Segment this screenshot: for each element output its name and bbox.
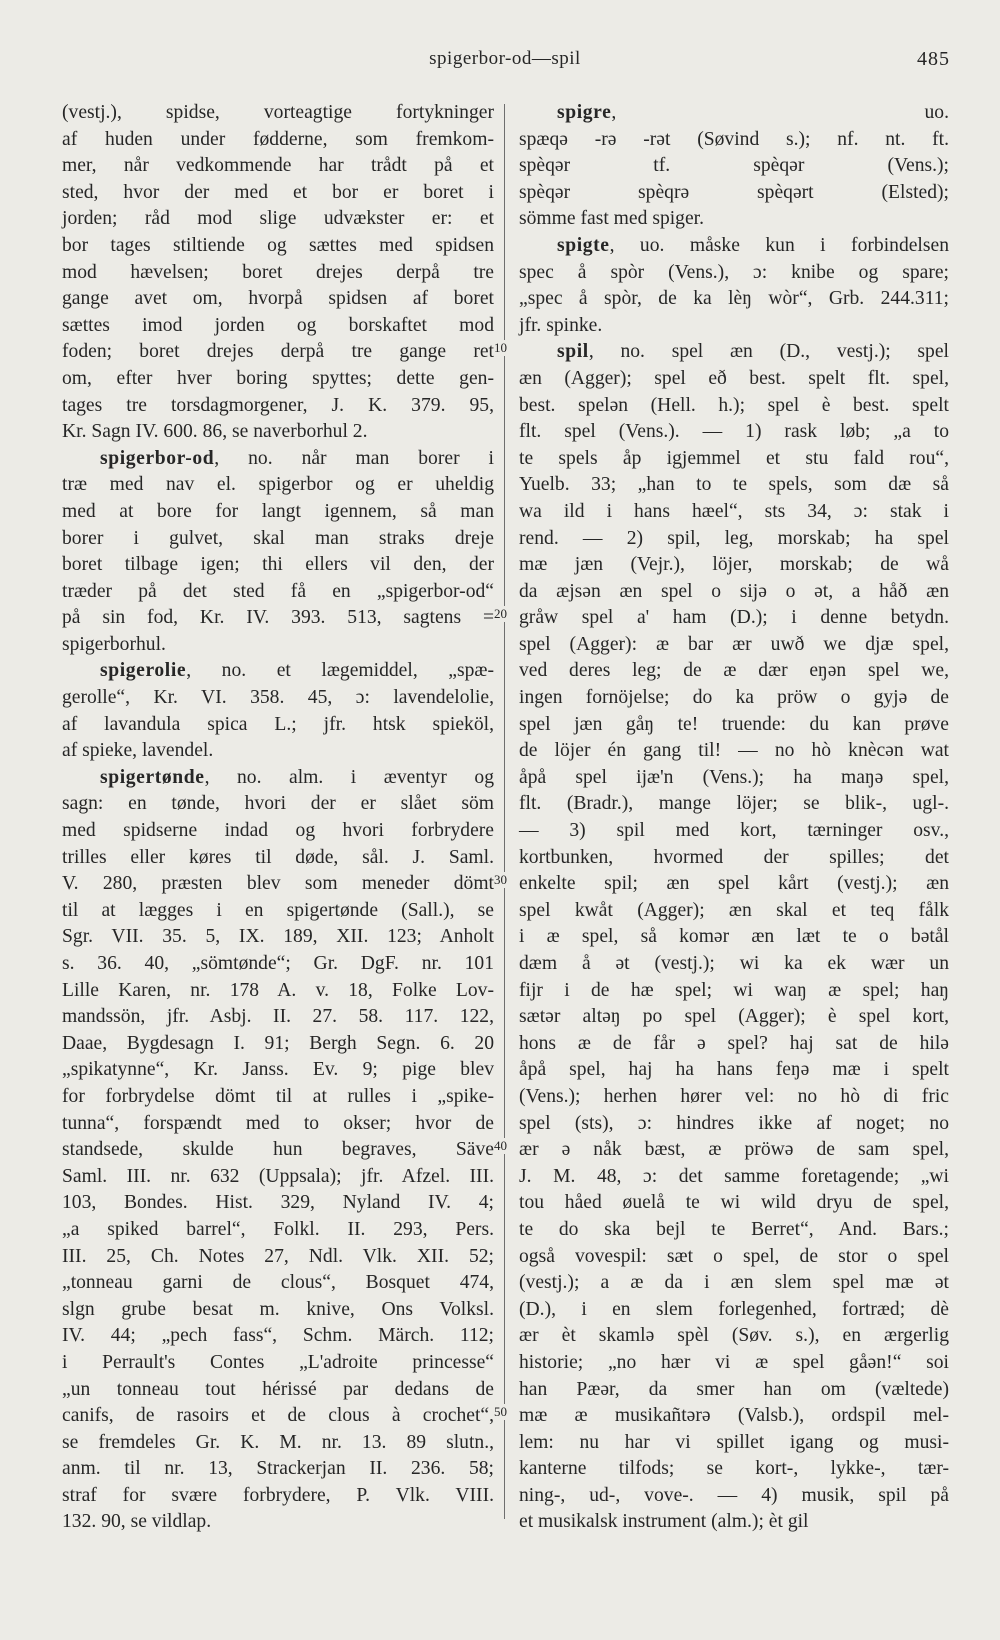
right-column-line: (vestj.); a æ da i æn slem spel mæ ət [519, 1272, 949, 1294]
line-number: 30 [494, 872, 507, 887]
right-column-line: wa ild i hans hæel“, sts 34, ɔ: stak i [519, 500, 949, 522]
left-column-line: canifs, de rasoirs et de clous à crochet“, [62, 1405, 494, 1427]
right-column-line: rend. — 2) spil, leg, morskab; ha spel [519, 527, 949, 549]
left-column-line: standsede, skulde hun begraves, Säve [62, 1139, 494, 1161]
right-column-line: best. spelən (Hell. h.); spel è best. spelt [519, 394, 949, 416]
right-column-line: spigte, uo. måske kun i forbindelsen [557, 234, 949, 256]
right-column-line: ær èt skamlə spèl (Søv. s.), en ærgerlig [519, 1325, 949, 1347]
left-column-line: Daae, Bygdesagn I. 91; Bergh Segn. 6. 20 [62, 1032, 494, 1054]
right-column-line: Yuelb. 33; „han to te spels, som dæ så [519, 474, 949, 496]
right-column-line: spel (Agger): æ bar ær uwð we djæ spel, [519, 633, 949, 655]
right-column-line: sömme fast med spiger. [519, 208, 705, 230]
left-column-line: foden; boret drejes derpå tre gange ret [62, 341, 494, 363]
left-column-line: straf for svære forbrydere, P. Vlk. VIII. [62, 1484, 494, 1506]
right-column-line: spel (sts), ɔ: hindres ikke af noget; no [519, 1112, 949, 1134]
right-column-line: sætər altəŋ po spel (Agger); è spel kort, [519, 1006, 949, 1028]
right-column-line: et musikalsk instrument (alm.); èt gil [519, 1511, 809, 1533]
left-column-line: anm. til nr. 13, Strackerjan II. 236. 58; [62, 1458, 494, 1480]
right-column-line: spigre, uo. [557, 102, 949, 123]
left-column-line: tunna“, forspændt med to okser; hvor de [62, 1112, 494, 1134]
left-column-line: træder på det sted få en „spigerbor-od“ [62, 580, 494, 602]
left-column-line: Sgr. VII. 35. 5, IX. 189, XII. 123; Anholt [62, 926, 494, 948]
right-column-line: kanterne tilfods; se kort-, lykke-, tær- [519, 1458, 949, 1480]
left-column-line: slgn grube besat m. knive, Ons Volksl. [62, 1298, 494, 1320]
left-column-line: tages tre torsdagmorgener, J. K. 379. 95, [62, 394, 494, 416]
right-column-line: jfr. spinke. [519, 314, 603, 336]
running-header [60, 48, 950, 78]
right-column-line: han Pæər, da smer han om (væltede) [519, 1378, 949, 1400]
right-column-line: (Vens.); herhen hører vel: no hò di fric [519, 1085, 949, 1107]
left-column-line: Saml. III. nr. 632 (Uppsala); jfr. Afzel. III. [62, 1165, 494, 1187]
left-column-line: af lavandula spica L.; jfr. htsk spieköl, [62, 713, 494, 735]
line-number: 40 [494, 1138, 507, 1153]
right-column-line: — 3) spil med kort, tærninger osv., [519, 820, 949, 842]
headword: spigerolie [100, 660, 187, 682]
headword: spigre [557, 102, 612, 123]
left-column-line: Kr. Sagn IV. 600. 86, se naverborhul 2. [62, 421, 368, 443]
right-column-line: te do ska bejl te Berret“, And. Bars.; [519, 1218, 949, 1240]
line-number: 20 [494, 606, 507, 621]
right-column-line: da æjsən æn spel o sijə o ət, a håð æn [519, 580, 949, 602]
left-column-line: „tonneau garni de clous“, Bosquet 474, [62, 1272, 494, 1294]
left-column-line: i Perrault's Contes „L'adroite princesse“ [62, 1351, 494, 1373]
right-column-line: flt. (Bradr.), mange löjer; se blik-, ugl-. [519, 793, 949, 815]
left-column-line: spigertønde, no. alm. i æventyr og [100, 766, 494, 788]
left-column-line: se fremdeles Gr. K. M. nr. 13. 89 slutn., [62, 1431, 494, 1453]
right-column-line: „spec å spòr, de ka lèŋ wòr“, Grb. 244.311; [519, 288, 949, 310]
right-column-line: åpå spel ijæ'n (Vens.); ha maŋə spel, [519, 766, 949, 788]
left-column-line: mod hævelsen; boret drejes derpå tre [62, 261, 494, 283]
left-column-line: træ med nav el. spigerbor og er uheldig [62, 474, 494, 496]
left-column-line: gerolle“, Kr. VI. 358. 45, ɔ: lavendelolie, [62, 687, 494, 709]
right-column-line: J. M. 48, ɔ: det samme foretagende; „wi [519, 1165, 949, 1187]
line-number: 50 [494, 1404, 507, 1419]
right-column-line: kortbunken, hvormed der spilles; det [519, 846, 949, 868]
right-column [519, 100, 949, 1536]
left-column-line: af huden under fødderne, som fremkom- [62, 128, 494, 150]
left-column-line: spigerborhul. [62, 633, 166, 655]
left-column-line: på sin fod, Kr. IV. 393. 513, sagtens = [62, 607, 494, 629]
right-column-line: tou håed øuelå te wi wild dryu de spel, [519, 1192, 949, 1214]
right-column-line: spel kwåt (Agger); æn skal et teq fålk [519, 899, 949, 921]
left-column-line: trilles eller køres til døde, sål. J. Saml. [62, 846, 494, 868]
right-column-line: mæ jæn (Vejr.), löjer, morskab; de wå [519, 554, 949, 576]
headword: spigte [557, 234, 610, 256]
right-column-line: ær ə nåk bæst, æ pröwə de sam spel, [519, 1139, 949, 1161]
column-divider [504, 104, 505, 1519]
right-column-line: lem: nu har vi spillet igang og musi- [519, 1431, 949, 1453]
right-column-line: æn (Agger); spel eð best. spelt flt. spel, [519, 367, 949, 389]
left-column-line: jorden; råd mod slige udvækster er: et [62, 208, 494, 230]
left-column-line: gange avet om, hvorpå spidsen af boret [62, 288, 494, 310]
headword: spigertønde [100, 766, 205, 788]
left-column-line: 132. 90, se vildlap. [62, 1511, 212, 1533]
right-column-line: spèqər tf. spèqər (Vens.); [519, 155, 949, 177]
right-column-line: enkelte spil; æn spel kårt (vestj.); æn [519, 873, 949, 895]
left-column-line: sættes imod jorden og borskaftet mod [62, 314, 494, 336]
left-column-line: „un tonneau tout hérissé par dedans de [62, 1378, 494, 1400]
left-column-line: spigerolie, no. et lægemiddel, „spæ- [100, 660, 494, 682]
right-column-line: åpå spel, haj ha hans feŋə mæ i spelt [519, 1059, 949, 1081]
left-column-line: om, efter hver boring spyttes; dette gen- [62, 367, 494, 389]
left-column-line: sagn: en tønde, hvori der er slået söm [62, 793, 494, 815]
right-column-line: hons æ de får ə spel? haj sat de hilə [519, 1032, 949, 1054]
right-column-line: spel jæn gåŋ te! truende: du kan prøve [519, 713, 949, 735]
right-column-line: te spels åp igjemmel et stu fald rou“, [519, 447, 949, 469]
right-column-line: flt. spel (Vens.). — 1) rask løb; „a to [519, 421, 949, 443]
right-column-line: ved deres leg; de æ dær eŋən spel we, [519, 660, 949, 682]
right-column-line: også vovespil: sæt o spel, de stor o spel [519, 1245, 949, 1267]
left-column-line: mer, når vedkommende har trådt på et [62, 155, 494, 177]
right-column-line: dæm å ət (vestj.); wi ka ek wær un [519, 953, 949, 974]
left-column-line: for forbrydelse dömt til at rulles i „spike- [62, 1085, 494, 1107]
left-column-line: borer i gulvet, skal man straks dreje [62, 527, 494, 549]
right-column-line: mæ æ musikañtərə (Valsb.), ordspil mel- [519, 1405, 949, 1427]
line-number: 10 [494, 340, 507, 355]
right-column-line: (D.), i en slem forlegenhed, fortræd; dè [519, 1298, 949, 1320]
page-number: 485 [917, 48, 950, 70]
left-column [62, 100, 494, 1536]
right-column-line: de löjer én gang til! — no hò knècən wat [519, 740, 949, 762]
left-column-line: med spidserne indad og hvori forbrydere [62, 820, 494, 842]
left-column-line: mandssön, jfr. Asbj. II. 27. 58. 117. 122, [62, 1006, 494, 1028]
left-column-line: af spieke, lavendel. [62, 740, 214, 762]
right-column-line: fijr i de hæ spel; wi waŋ æ spel; haŋ [519, 979, 949, 1001]
left-column-line: sted, hvor der med et bor er boret i [62, 181, 494, 203]
headword: spil [557, 341, 589, 363]
right-column-line: i æ spel, så komər æn læt te o bətål [519, 926, 949, 948]
right-column-line: spil, no. spel æn (D., vestj.); spel [557, 341, 949, 363]
left-column-line: IV. 44; „pech fass“, Schm. Märch. 112; [62, 1325, 494, 1347]
right-column-line: historie; „no hær vi æ spel gåən!“ soi [519, 1351, 949, 1373]
right-column-line: ning-, ud-, vove-. — 4) musik, spil på [519, 1484, 949, 1506]
left-column-line: s. 36. 40, „sömtønde“; Gr. DgF. nr. 101 [62, 953, 494, 974]
left-column-line: (vestj.), spidse, vorteagtige fortykninger [62, 102, 494, 123]
left-column-line: til at lægges i en spigertønde (Sall.), se [62, 899, 494, 921]
headword: spigerbor-od [100, 447, 215, 469]
left-column-line: Lille Karen, nr. 178 A. v. 18, Folke Lov- [62, 979, 494, 1001]
left-column-line: III. 25, Ch. Notes 27, Ndl. Vlk. XII. 52; [62, 1245, 494, 1267]
right-column-line: gråw spel a' ham (D.); i denne betydn. [519, 607, 949, 629]
running-title: spigerbor-od—spil [429, 48, 581, 69]
left-column-line: boret tilbage igen; thi ellers vil den, der [62, 554, 494, 576]
left-column-line: bor tages stiltiende og sættes med spidsen [62, 234, 494, 256]
left-column-line: med at bore for langt igennem, så man [62, 500, 494, 522]
left-column-line: „spikatynne“, Kr. Janss. Ev. 9; pige blev [62, 1059, 494, 1081]
right-column-line: spec å spòr (Vens.), ɔ: knibe og spare; [519, 261, 949, 283]
left-column-line: 103, Bondes. Hist. 329, Nyland IV. 4; [62, 1192, 494, 1214]
left-column-line: V. 280, præsten blev som meneder dömt [62, 873, 494, 895]
left-column-line: spigerbor-od, no. når man borer i [100, 447, 494, 469]
left-column-line: „a spiked barrel“, Folkl. II. 293, Pers. [62, 1218, 494, 1240]
right-column-line: spèqər spèqrə spèqərt (Elsted); [519, 181, 949, 203]
right-column-line: ingen fornöjelse; do ka pröw o gyjə de [519, 687, 949, 709]
right-column-line: spæqə -rə -rət (Søvind s.); nf. nt. ft. [519, 128, 949, 150]
